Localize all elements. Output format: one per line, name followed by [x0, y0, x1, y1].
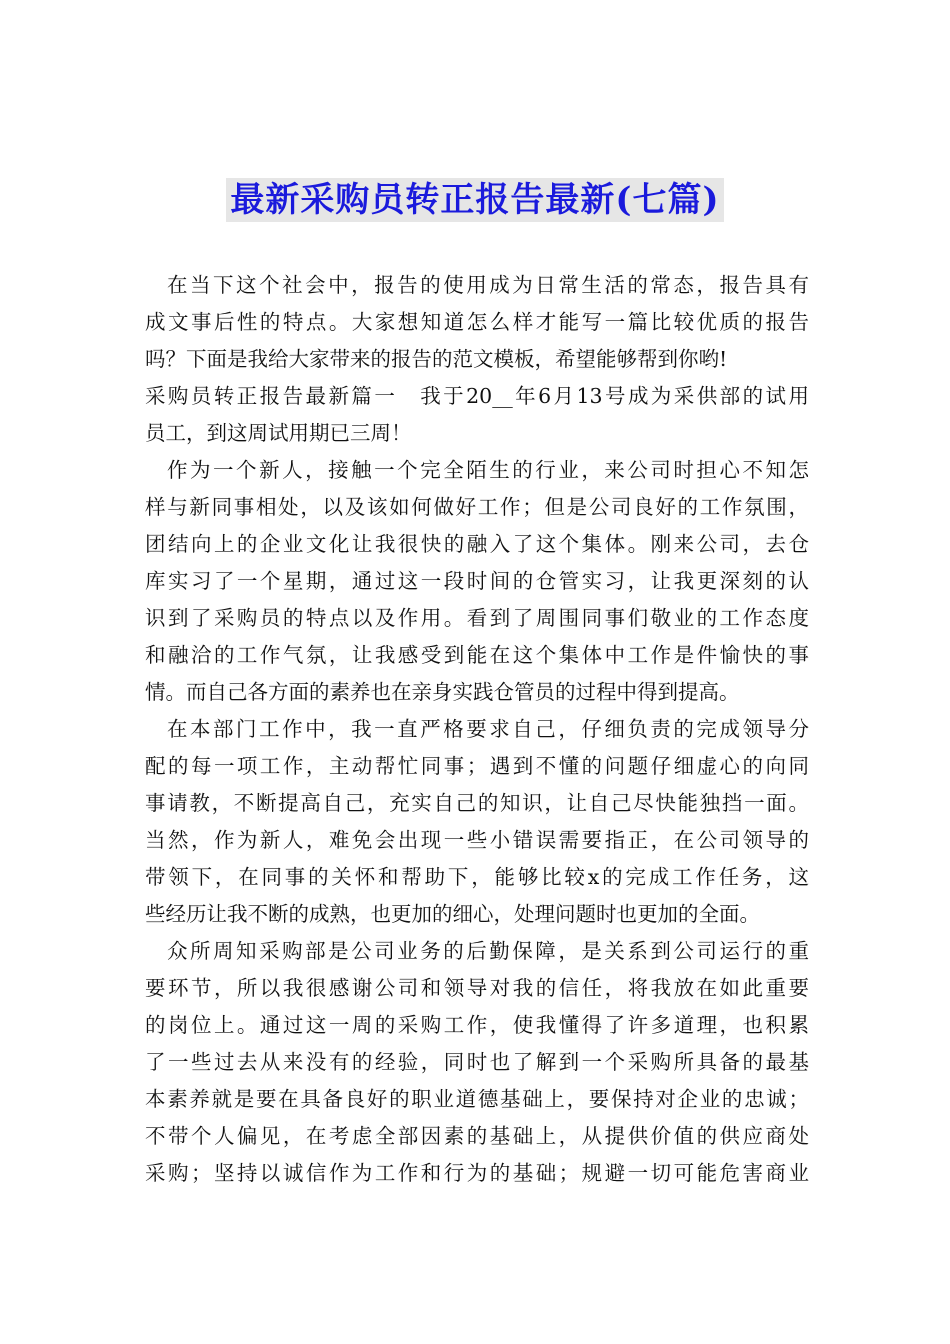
text-line: 的岗位上。通过这一周的采购工作，使我懂得了许多道理，也积累 — [145, 1013, 809, 1037]
text-line: 事请教，不断提高自己，充实自己的知识，让自己尽快能独挡一面。 — [145, 791, 809, 815]
document-title: 最新采购员转正报告最新(七篇) — [226, 178, 723, 222]
title-container — [0, 178, 950, 222]
text-line: 配的每一项工作，主动帮忙同事；遇到不懂的问题仔细虚心的向同 — [145, 754, 809, 778]
text-line: 带领下，在同事的关怀和帮助下，能够比较x的完成工作任务，这 — [145, 865, 809, 889]
text-line: 库实习了一个星期，通过这一段时间的仓管实习，让我更深刻的认 — [145, 569, 809, 593]
text-line: 不带个人偏见，在考虑全部因素的基础上，从提供价值的供应商处 — [145, 1124, 809, 1148]
text-line: 本素养就是要在具备良好的职业道德基础上，要保持对企业的忠诚； — [145, 1087, 809, 1111]
text-line: 和融洽的工作气氛，让我感受到能在这个集体中工作是件愉快的事 — [145, 643, 809, 667]
text-line: 作为一个新人，接触一个完全陌生的行业，来公司时担心不知怎 — [167, 458, 809, 482]
text-line: 成文事后性的特点。大家想知道怎么样才能写一篇比较优质的报告 — [145, 310, 809, 334]
text-line: 采购员转正报告最新篇一 我于20__年6月13号成为采供部的试用 — [145, 384, 809, 408]
text-line: 当然，作为新人，难免会出现一些小错误需要指正，在公司领导的 — [145, 828, 809, 852]
document-body — [145, 267, 809, 1192]
text-line: 了一些过去从来没有的经验，同时也了解到一个采购所具备的最基 — [145, 1050, 809, 1074]
text-line: 吗？下面是我给大家带来的报告的范文模板，希望能够帮到你哟! — [145, 347, 728, 371]
text-line: 情。而自己各方面的素养也在亲身实践仓管员的过程中得到提高。 — [145, 680, 740, 704]
text-line: 众所周知采购部是公司业务的后勤保障，是关系到公司运行的重 — [167, 939, 809, 963]
text-line: 团结向上的企业文化让我很快的融入了这个集体。刚来公司，去仓 — [145, 532, 809, 556]
text-line: 员工，到这周试用期已三周！ — [145, 421, 412, 445]
text-line: 识到了采购员的特点以及作用。看到了周围同事们敬业的工作态度 — [145, 606, 809, 630]
text-line: 在当下这个社会中，报告的使用成为日常生活的常态，报告具有 — [167, 273, 809, 297]
text-line: 采购；坚持以诚信作为工作和行为的基础；规避一切可能危害商业 — [145, 1161, 809, 1185]
text-line: 样与新同事相处，以及该如何做好工作；但是公司良好的工作氛围， — [145, 495, 809, 519]
text-line: 在本部门工作中，我一直严格要求自己，仔细负责的完成领导分 — [167, 717, 809, 741]
text-line: 些经历让我不断的成熟，也更加的细心，处理问题时也更加的全面。 — [145, 902, 760, 926]
text-line: 要环节，所以我很感谢公司和领导对我的信任，将我放在如此重要 — [145, 976, 809, 1000]
